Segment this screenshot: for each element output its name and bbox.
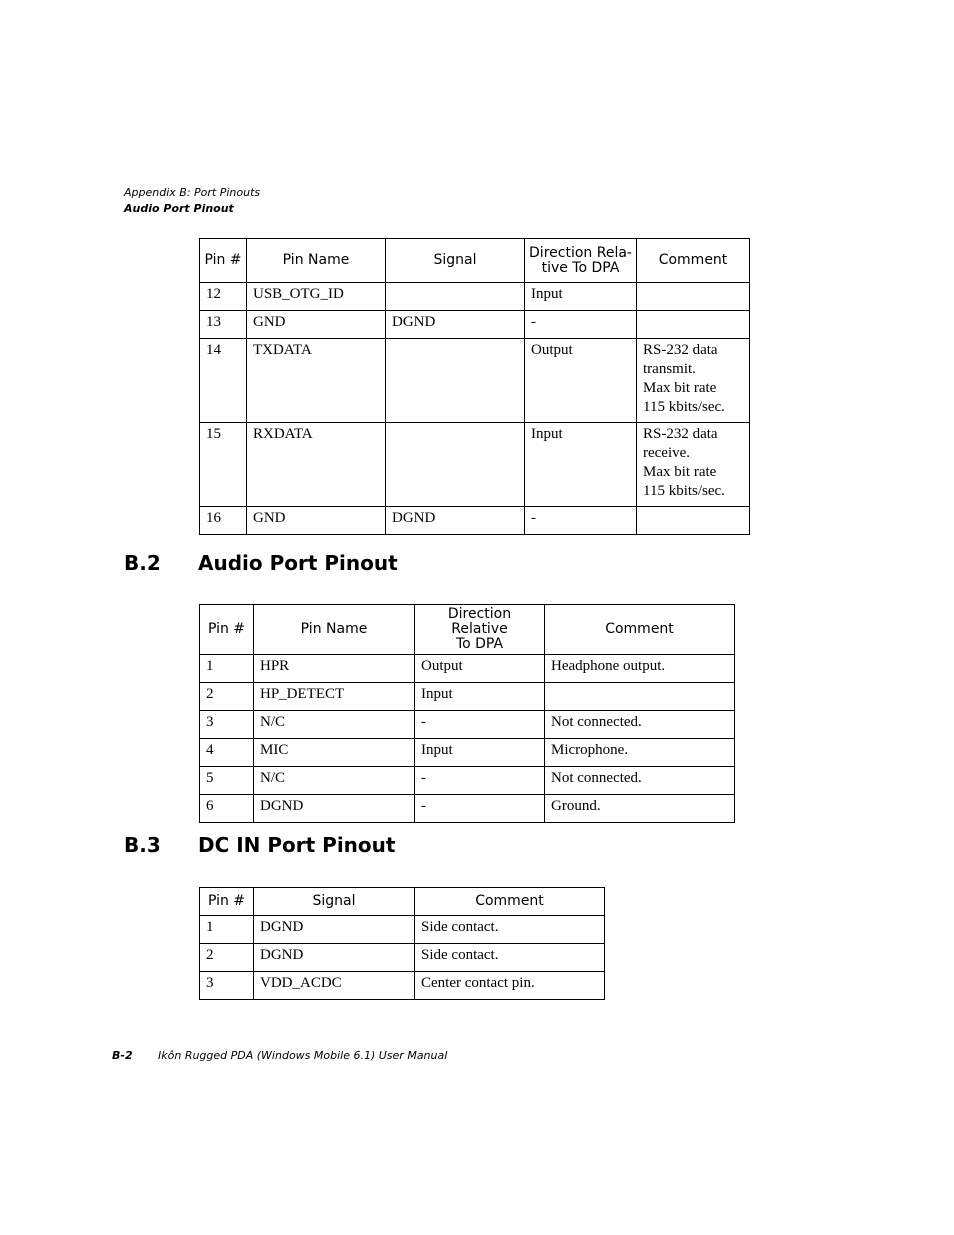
table-row xyxy=(200,711,735,739)
direction: Input xyxy=(525,283,637,311)
section-heading-dc-in xyxy=(124,833,395,857)
signal: DGND xyxy=(254,916,415,944)
signal: VDD_ACDC xyxy=(254,972,415,1000)
section-title: DC IN Port Pinout xyxy=(198,833,396,857)
pin-number: 4 xyxy=(200,739,254,767)
comment xyxy=(637,283,750,311)
column-header: Pin # xyxy=(200,605,254,655)
direction: - xyxy=(415,795,545,823)
comment xyxy=(637,311,750,339)
pin-name: HP_DETECT xyxy=(254,683,415,711)
table-row xyxy=(200,683,735,711)
section-number: B.3 xyxy=(124,833,161,857)
direction: - xyxy=(525,311,637,339)
table-row xyxy=(200,507,750,535)
table-header-row xyxy=(200,605,735,655)
table-row xyxy=(200,739,735,767)
column-header: Pin Name xyxy=(254,605,415,655)
pin-name: N/C xyxy=(254,711,415,739)
comment: Headphone output. xyxy=(545,655,735,683)
column-header: Pin Name xyxy=(247,239,386,283)
comment: RS-232 data transmit. Max bit rate 115 kbits/sec. xyxy=(637,339,750,423)
column-header: Pin # xyxy=(200,239,247,283)
table-row xyxy=(200,795,735,823)
comment: Side contact. xyxy=(415,944,605,972)
column-header: Pin # xyxy=(200,888,254,916)
direction: Input xyxy=(415,683,545,711)
table-row xyxy=(200,916,605,944)
pin-name: DGND xyxy=(254,795,415,823)
column-header: Signal xyxy=(254,888,415,916)
pin-name: USB_OTG_ID xyxy=(247,283,386,311)
signal xyxy=(386,423,525,507)
table-row xyxy=(200,339,750,423)
column-header: Direction Rela- tive To DPA xyxy=(525,239,637,283)
signal xyxy=(386,339,525,423)
pin-number: 3 xyxy=(200,972,254,1000)
pin-number: 5 xyxy=(200,767,254,795)
pin-name: MIC xyxy=(254,739,415,767)
signal: DGND xyxy=(386,311,525,339)
signal: DGND xyxy=(386,507,525,535)
section-number: B.2 xyxy=(124,551,161,575)
comment xyxy=(637,507,750,535)
pinout-table-continued xyxy=(199,238,750,535)
pin-number: 16 xyxy=(200,507,247,535)
pin-number: 15 xyxy=(200,423,247,507)
pin-name: N/C xyxy=(254,767,415,795)
table-row xyxy=(200,972,605,1000)
pin-number: 13 xyxy=(200,311,247,339)
pin-name: TXDATA xyxy=(247,339,386,423)
signal: DGND xyxy=(254,944,415,972)
pin-name: GND xyxy=(247,311,386,339)
comment: Center contact pin. xyxy=(415,972,605,1000)
running-head-section: Audio Port Pinout xyxy=(124,202,234,215)
direction: Output xyxy=(415,655,545,683)
section-title: Audio Port Pinout xyxy=(198,551,398,575)
pin-number: 3 xyxy=(200,711,254,739)
column-header: Comment xyxy=(415,888,605,916)
comment: Side contact. xyxy=(415,916,605,944)
column-header: Comment xyxy=(545,605,735,655)
pin-number: 2 xyxy=(200,683,254,711)
table-row xyxy=(200,423,750,507)
audio-pinout-table xyxy=(199,604,735,823)
page-number: B-2 xyxy=(112,1049,133,1062)
running-head-chapter: Appendix B: Port Pinouts xyxy=(124,186,261,199)
table-header-row xyxy=(200,239,750,283)
column-header: Signal xyxy=(386,239,525,283)
pin-name: HPR xyxy=(254,655,415,683)
column-header: Comment xyxy=(637,239,750,283)
comment: Not connected. xyxy=(545,711,735,739)
direction: - xyxy=(525,507,637,535)
pin-number: 1 xyxy=(200,916,254,944)
direction: Output xyxy=(525,339,637,423)
table-row xyxy=(200,944,605,972)
section-heading-audio xyxy=(124,551,398,575)
pin-number: 14 xyxy=(200,339,247,423)
comment: Microphone. xyxy=(545,739,735,767)
comment xyxy=(545,683,735,711)
running-head xyxy=(124,185,260,217)
table-header-row xyxy=(200,888,605,916)
pin-name: RXDATA xyxy=(247,423,386,507)
table-row xyxy=(200,767,735,795)
signal xyxy=(386,283,525,311)
page-footer xyxy=(112,1048,447,1064)
table-row xyxy=(200,283,750,311)
column-header: Direction Relative To DPA xyxy=(415,605,545,655)
direction: Input xyxy=(415,739,545,767)
pin-number: 6 xyxy=(200,795,254,823)
table-row xyxy=(200,311,750,339)
comment: Ground. xyxy=(545,795,735,823)
table-row xyxy=(200,655,735,683)
direction: - xyxy=(415,711,545,739)
comment: RS-232 data receive. Max bit rate 115 kbits/sec. xyxy=(637,423,750,507)
manual-title: Ikôn Rugged PDA (Windows Mobile 6.1) User Manual xyxy=(158,1049,448,1062)
pin-name: GND xyxy=(247,507,386,535)
direction: - xyxy=(415,767,545,795)
pin-number: 2 xyxy=(200,944,254,972)
pin-number: 12 xyxy=(200,283,247,311)
direction: Input xyxy=(525,423,637,507)
pin-number: 1 xyxy=(200,655,254,683)
comment: Not connected. xyxy=(545,767,735,795)
dc-in-pinout-table xyxy=(199,887,605,1000)
